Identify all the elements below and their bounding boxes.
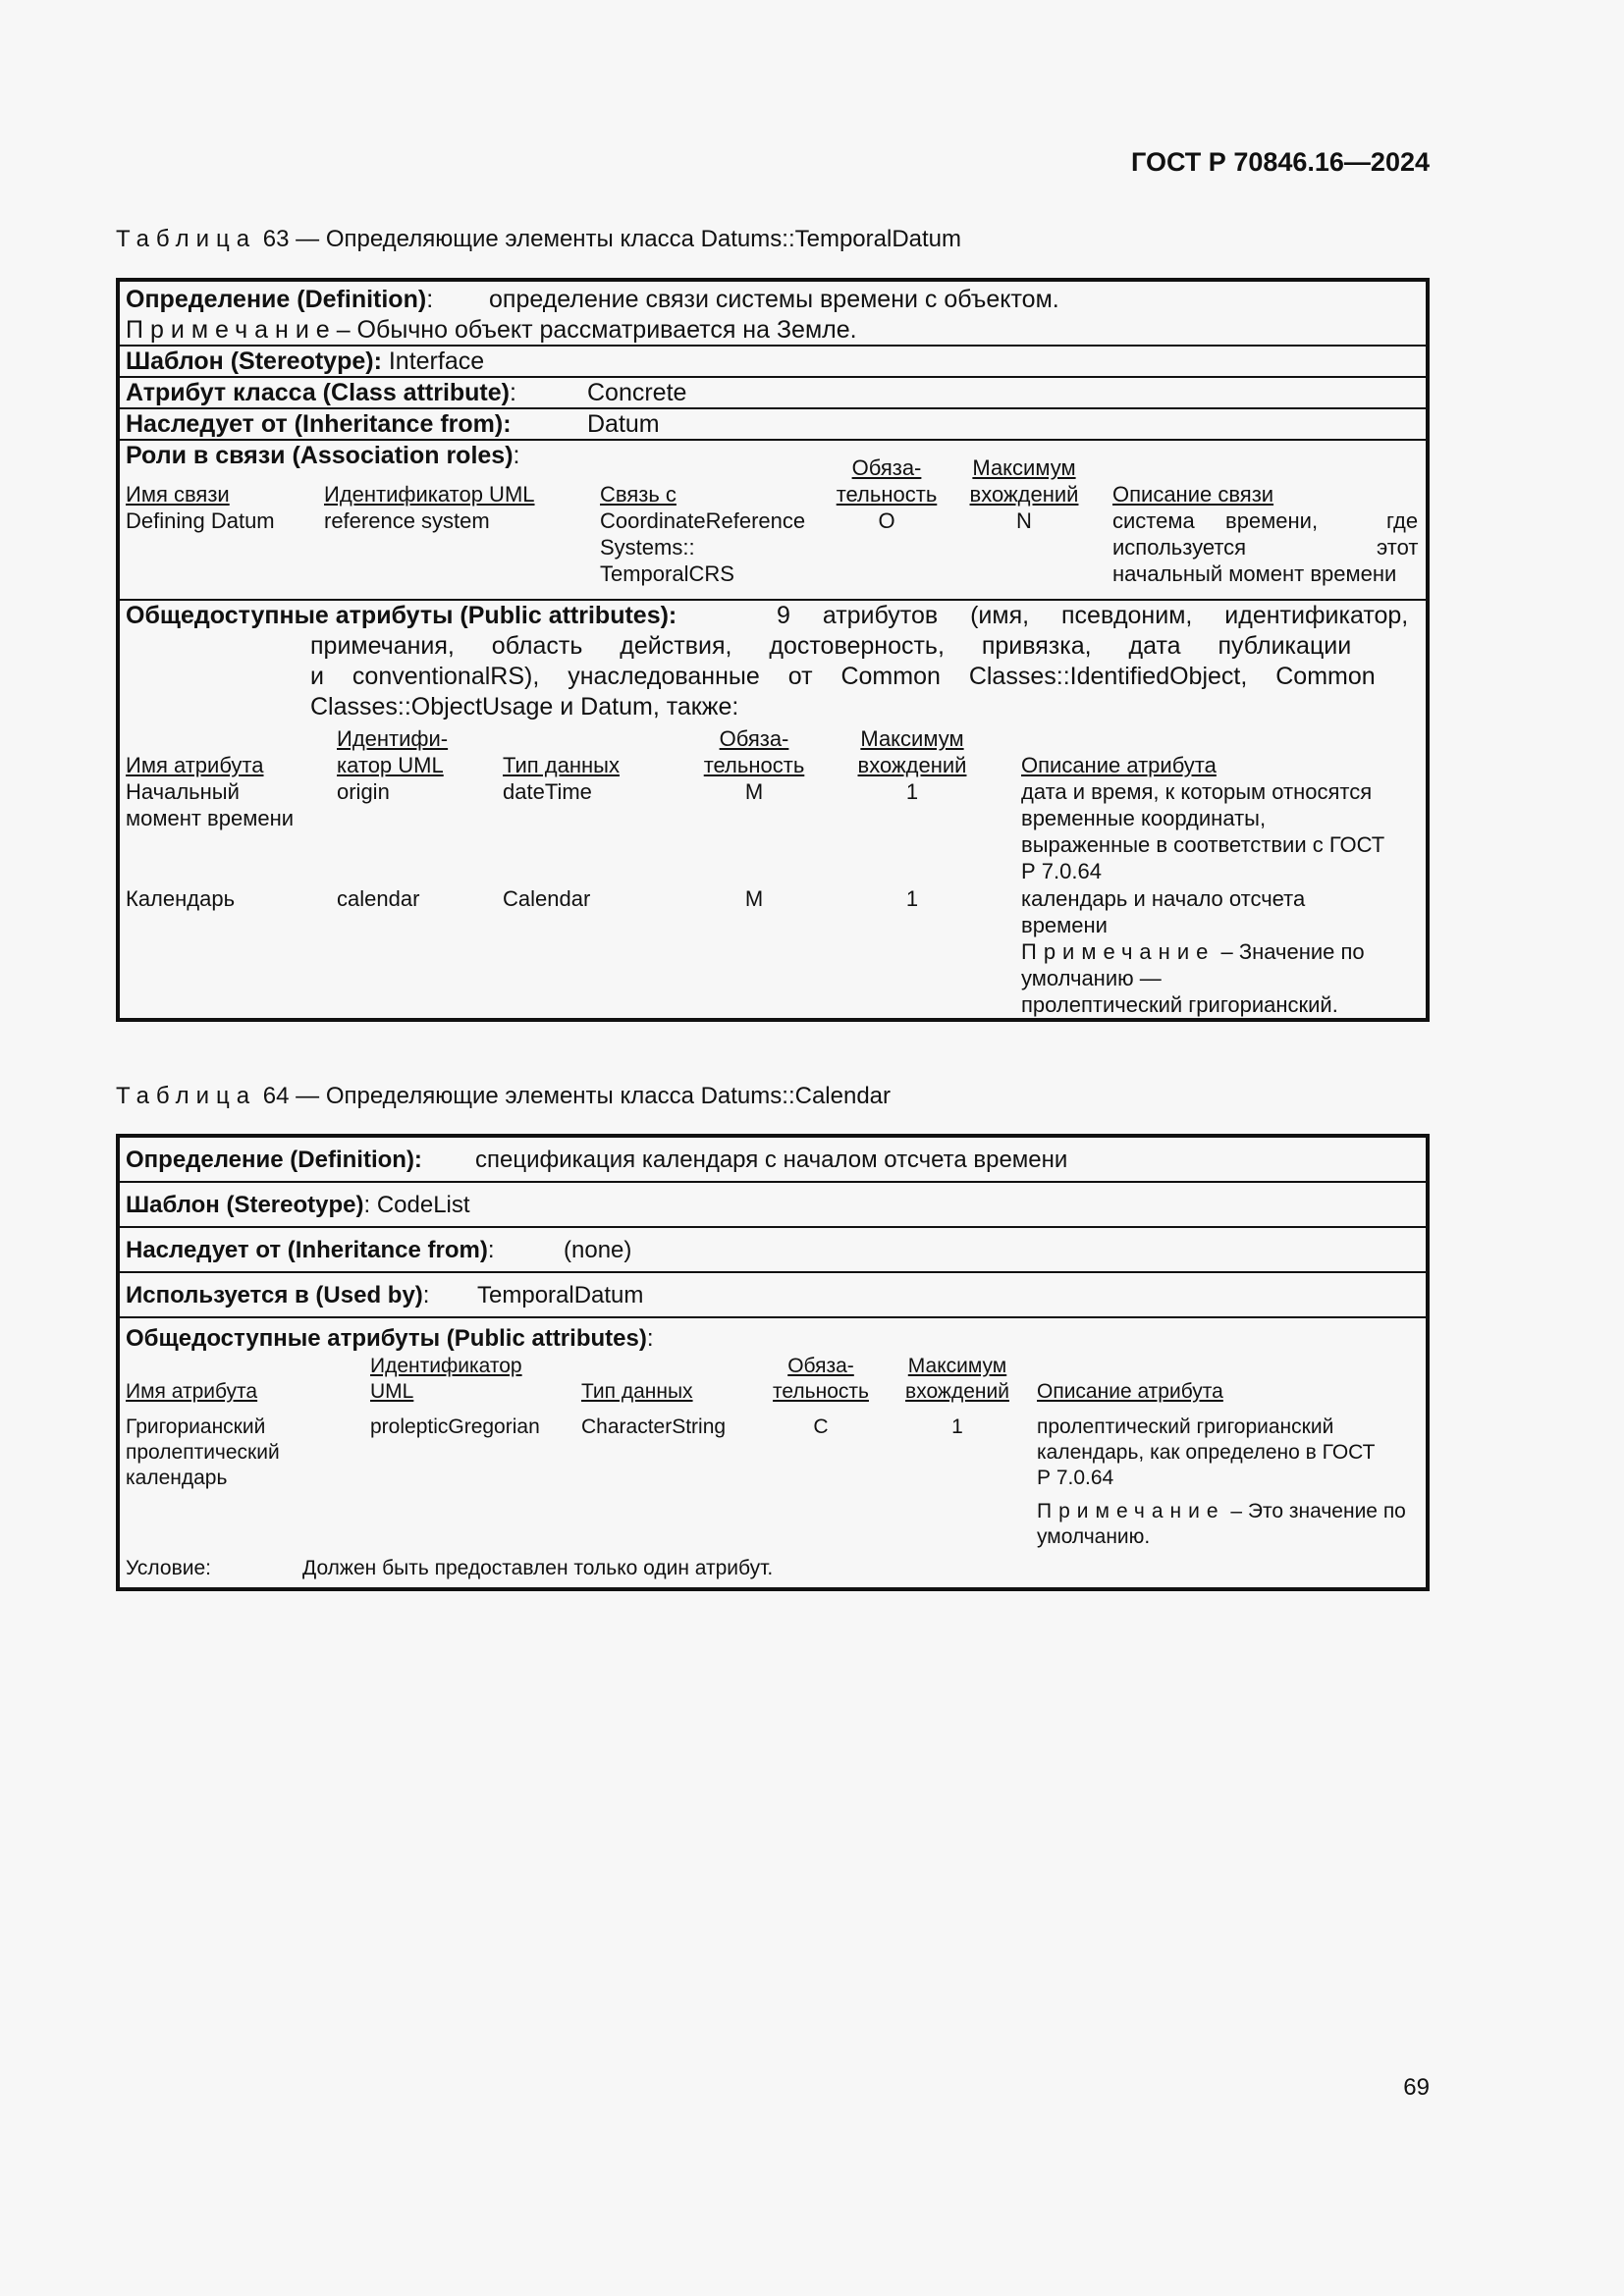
attr-header-max-2: вхождений <box>905 1380 1009 1403</box>
attr-2-note-word: Примечание <box>1021 939 1216 964</box>
definition-label: Определение (Definition) <box>126 286 427 313</box>
attr-max: 1 <box>951 1415 963 1438</box>
attr-header-description: Описание атрибута <box>1021 753 1217 777</box>
inheritance-label: Наследует от (Inheritance from): <box>126 410 512 438</box>
role-desc-1c: где <box>1386 508 1419 533</box>
class-attribute-colon: : <box>510 379 516 406</box>
note-text: – Обычно объект рассматривается на Земле. <box>336 316 857 344</box>
roles-header-name: Имя связи <box>126 482 230 507</box>
roles-header-obligation-1: Обяза- <box>851 455 922 480</box>
attr-name-3: календарь <box>126 1467 228 1489</box>
definition-row <box>120 282 1426 347</box>
attr-obligation: C <box>813 1415 829 1438</box>
inheritance-value: (none) <box>564 1237 632 1263</box>
role-uml: reference system <box>324 508 490 533</box>
role-link-2: Systems:: <box>600 535 695 560</box>
roles-header-max-1: Максимум <box>972 455 1076 480</box>
attr-header-max-2: вхождений <box>857 753 967 777</box>
role-desc-1b: времени, <box>1225 508 1319 533</box>
attr-header-obligation-1: Обяза- <box>719 726 789 751</box>
attr-type: CharacterString <box>581 1415 727 1438</box>
attr-2-note-text-1: – Значение по <box>1220 939 1365 964</box>
stereotype-row <box>120 1183 1426 1228</box>
used-by-line <box>126 1281 429 1310</box>
attr-2-max: 1 <box>905 886 919 911</box>
attr-2-desc-2: времени <box>1021 913 1108 937</box>
condition-label: Условие: <box>126 1557 212 1579</box>
used-by-colon: : <box>422 1282 430 1308</box>
roles-colon: : <box>513 442 520 469</box>
attr-2-note-2: умолчанию — <box>1021 966 1162 990</box>
stereotype-label: Шаблон (Stereotype) <box>126 1192 364 1218</box>
table-64 <box>116 1134 1430 1591</box>
attr-1-desc-4: Р 7.0.64 <box>1021 859 1102 883</box>
attr-1-max: 1 <box>905 779 919 804</box>
class-attribute-label: Атрибут класса (Class attribute) <box>126 379 510 406</box>
role-max: N <box>1016 508 1032 533</box>
attr-1-name-2: момент времени <box>126 806 295 830</box>
association-roles-row <box>120 441 1426 601</box>
public-attributes-row <box>120 1318 1426 1591</box>
attr-1-type: dateTime <box>503 779 592 804</box>
roles-header-max-2: вхождений <box>969 482 1079 507</box>
stereotype-label: Шаблон (Stereotype): <box>126 347 382 375</box>
attr-name-1: Григорианский <box>126 1415 266 1438</box>
role-desc-3: начальный момент времени <box>1112 561 1397 586</box>
attr-2-uml: calendar <box>337 886 420 911</box>
stereotype-line <box>126 1191 470 1220</box>
class-attribute-row <box>120 378 1426 409</box>
condition-text: Должен быть предоставлен только один атрибут. <box>302 1557 774 1579</box>
role-link-1: CoordinateReference <box>600 508 806 533</box>
caption-word: Таблица <box>116 1083 257 1109</box>
role-obligation: O <box>878 508 895 533</box>
definition-row <box>120 1138 1426 1183</box>
attr-header-obligation-2: тельность <box>773 1380 869 1403</box>
definition-colon: : <box>426 286 434 313</box>
used-by-value: TemporalDatum <box>477 1282 644 1308</box>
page-number: 69 <box>1403 2074 1430 2101</box>
attr-2-desc-1: календарь и начало отсчета <box>1021 886 1306 911</box>
attr-note-2: умолчанию. <box>1037 1525 1151 1548</box>
document-number: ГОСТ Р 70846.16—2024 <box>1131 147 1430 177</box>
attr-header-type: Тип данных <box>581 1380 693 1403</box>
attr-header-uml-1: Идентифи- <box>337 726 449 751</box>
used-by-label: Используется в (Used by) <box>126 1282 423 1308</box>
definition-text: определение связи системы времени с объектом. <box>489 286 1059 313</box>
attr-desc-3: Р 7.0.64 <box>1037 1467 1114 1489</box>
role-link-3: TemporalCRS <box>600 561 734 586</box>
public-attributes-text-4: Classes::ObjectUsage и Datum, также: <box>310 693 739 721</box>
role-desc-2a: используется <box>1112 535 1247 560</box>
attr-header-name: Имя атрибута <box>126 753 264 777</box>
attr-2-name: Календарь <box>126 886 236 911</box>
roles-header-link: Связь с <box>600 482 677 507</box>
stereotype-row <box>120 347 1426 378</box>
attr-2-type: Calendar <box>503 886 591 911</box>
attr-note-text-1: – Это значение по <box>1230 1500 1406 1522</box>
roles-label: Роли в связи (Association roles) <box>126 442 514 469</box>
attr-note-word: Примечание <box>1037 1500 1225 1522</box>
public-attributes-text-1: 9 атрибутов (имя, псевдоним, идентификатор, <box>777 602 1409 629</box>
attr-desc-1: пролептический григорианский <box>1037 1415 1334 1438</box>
roles-header-uml: Идентификатор UML <box>324 482 535 507</box>
public-attributes-colon: : <box>646 1325 654 1352</box>
stereotype-value: : CodeList <box>363 1192 470 1218</box>
attr-1-desc-3: выраженные в соответствии с ГОСТ <box>1021 832 1385 857</box>
public-attributes-row <box>120 601 1426 1023</box>
inheritance-value: Datum <box>587 410 660 438</box>
definition-label: Определение (Definition): <box>126 1147 422 1173</box>
attr-header-max-1: Максимум <box>860 726 964 751</box>
attr-header-obligation-2: тельность <box>703 753 805 777</box>
attr-1-uml: origin <box>337 779 390 804</box>
inheritance-row <box>120 1228 1426 1273</box>
attr-1-desc-1: дата и время, к которым относятся <box>1021 779 1373 804</box>
used-by-row <box>120 1273 1426 1318</box>
attr-2-note-1 <box>1021 938 1365 965</box>
attr-header-type: Тип данных <box>503 753 620 777</box>
stereotype-value: Interface <box>388 347 485 375</box>
caption-text: 63 — Определяющие элементы класса Datums::TemporalDatum <box>262 226 962 252</box>
table-64-caption <box>116 1083 891 1110</box>
table-63-caption <box>116 226 961 253</box>
attr-2-note-3: пролептический григорианский. <box>1021 992 1338 1017</box>
attr-header-obligation-1: Обяза- <box>787 1355 854 1377</box>
role-name: Defining Datum <box>126 508 275 533</box>
table-63 <box>116 278 1430 1022</box>
attr-1-desc-2: временные координаты, <box>1021 806 1267 830</box>
public-attributes-text-3: и conventionalRS), унаследованные от Common Classes::IdentifiedObject, Common <box>310 663 1376 690</box>
attr-uml: prolepticGregorian <box>370 1415 540 1438</box>
inheritance-row <box>120 409 1426 441</box>
attr-1-obligation: M <box>744 779 764 804</box>
roles-header-obligation-2: тельность <box>836 482 938 507</box>
attr-desc-2: календарь, как определено в ГОСТ <box>1037 1441 1376 1464</box>
caption-word: Таблица <box>116 226 257 252</box>
attr-note-1 <box>1037 1499 1406 1524</box>
public-attributes-line <box>126 1324 653 1354</box>
inheritance-label: Наследует от (Inheritance from) <box>126 1237 488 1263</box>
caption-text: 64 — Определяющие элементы класса Datums::Calendar <box>262 1083 892 1109</box>
attr-name-2: пролептический <box>126 1441 280 1464</box>
inheritance-line <box>126 1236 495 1265</box>
attr-header-uml-2: катор UML <box>337 753 444 777</box>
attr-header-max-1: Максимум <box>907 1355 1007 1377</box>
public-attributes-label: Общедоступные атрибуты (Public attributes): <box>126 602 677 629</box>
attr-1-name-1: Начальный <box>126 779 240 804</box>
roles-header-description: Описание связи <box>1112 482 1274 507</box>
public-attributes-label: Общедоступные атрибуты (Public attributes) <box>126 1325 647 1352</box>
class-attribute-value: Concrete <box>587 379 687 406</box>
note-word: Примечание <box>126 316 337 344</box>
attr-header-uml-2: UML <box>370 1380 414 1403</box>
attr-header-description: Описание атрибута <box>1037 1380 1223 1403</box>
attr-2-obligation: M <box>744 886 764 911</box>
attr-header-uml-1: Идентификатор <box>370 1355 522 1377</box>
role-desc-1a: система <box>1112 508 1195 533</box>
inheritance-colon: : <box>487 1237 495 1263</box>
attr-header-name: Имя атрибута <box>126 1380 258 1403</box>
role-desc-2b: этот <box>1377 535 1419 560</box>
definition-text: спецификация календаря с началом отсчета времени <box>475 1147 1068 1173</box>
public-attributes-text-2: примечания, область действия, достоверность, привязка, дата публикации <box>310 632 1352 660</box>
